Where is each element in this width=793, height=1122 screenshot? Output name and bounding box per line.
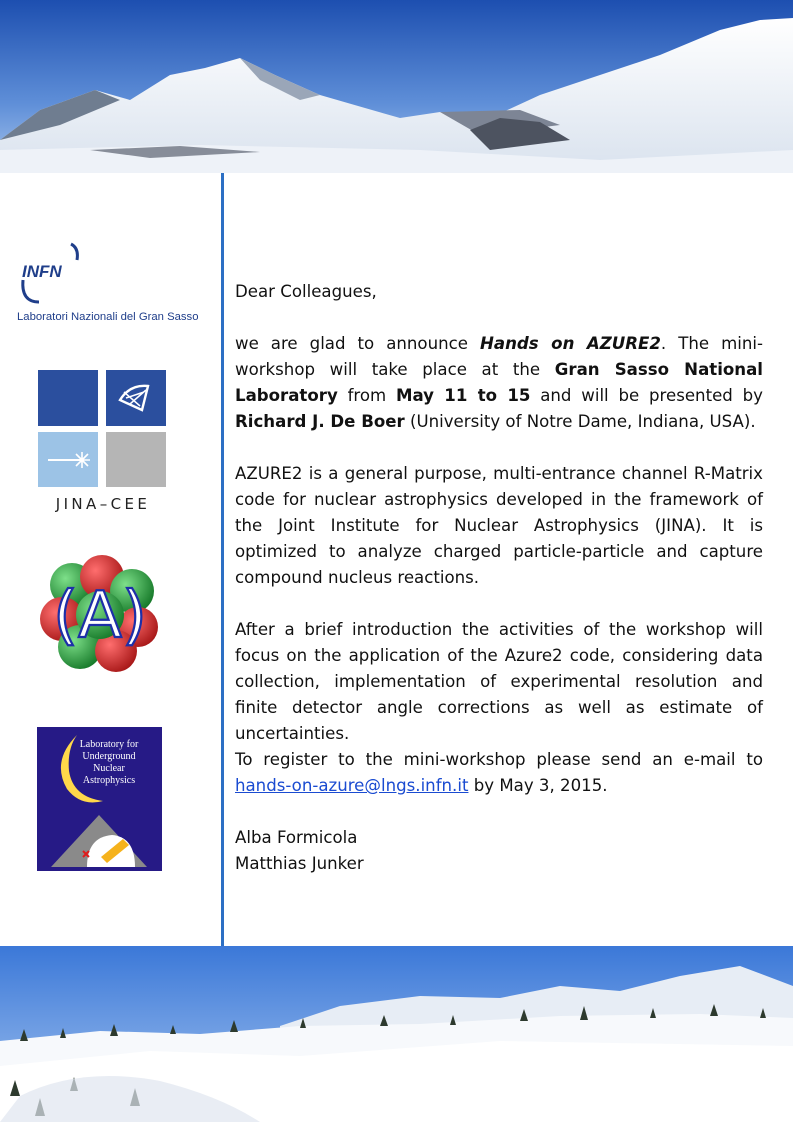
signer-2: Matthias Junker [235, 854, 364, 873]
registration-info: To register to the mini-workshop please send an e-mail to hands-on-azure@lngs.infn.it by May 3, 2015. [235, 750, 763, 795]
vertical-divider [221, 173, 224, 946]
footer-snow-photo [0, 946, 793, 1122]
letter-body [235, 279, 763, 877]
workshop-activities: After a brief introduction the activities of the workshop will focus on the application of the Azure2 code, considering data collection, implementation of experimental resolution and finite detector angle corrections as well as estimate of uncertainties. [235, 620, 763, 743]
venue-name: Gran Sasso National Laboratory [235, 360, 763, 405]
jina-cee-logo [38, 370, 168, 487]
luna-line-1: Laboratory for [79, 739, 139, 750]
header-mountain-photo [0, 0, 793, 173]
luna-logo [37, 727, 162, 871]
signer-1: Alba Formicola [235, 828, 358, 847]
announcement-paragraph: we are glad to announce Hands on AZURE2. The mini-workshop will take place at the Gran Sasso National Laboratory from May 11 to 15 and will be presented by Richard J. De Boer (University of Notre Dame, Indiana, USA). [235, 334, 764, 431]
luna-line-4: Astrophysics [82, 775, 136, 786]
infn-caption: Laboratori Nazionali del Gran Sasso [17, 311, 199, 323]
registration-email-link[interactable]: hands-on-azure@lngs.infn.it [235, 776, 469, 795]
luna-line-3: Nuclear [93, 763, 125, 774]
infn-mark: INFN [22, 262, 62, 281]
event-name: Hands on AZURE2 [479, 334, 661, 353]
event-dates: May 11 to 15 [395, 386, 531, 405]
a-nucleus-logo [40, 555, 160, 673]
jina-cee-caption: JINA–CEE [55, 495, 151, 513]
a-mark: (A) [53, 579, 147, 653]
luna-line-2: Underground [82, 751, 136, 762]
star-icon [74, 452, 90, 468]
azure2-description: AZURE2 is a general purpose, multi-entrance channel R-Matrix code for nuclear astrophysics developed in the framework of the Joint Institute for Nuclear Astrophysics (JINA). It is optimized to analyze charged particle-particle and capture compound nucleus reactions. [235, 464, 763, 587]
speaker-name: Richard J. De Boer [235, 412, 405, 431]
greeting: Dear Colleagues, [235, 282, 377, 301]
